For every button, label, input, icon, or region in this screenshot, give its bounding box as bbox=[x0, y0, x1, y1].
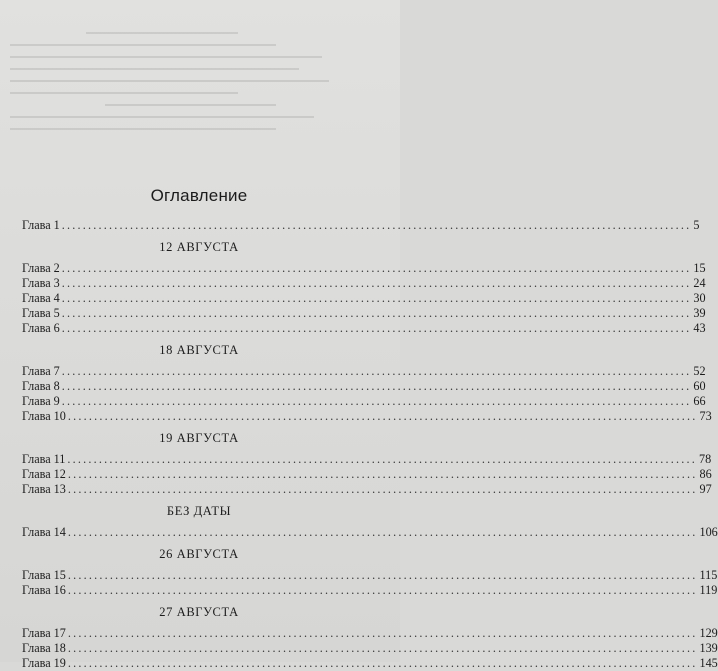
table-of-contents bbox=[22, 186, 718, 671]
toc-entry bbox=[22, 379, 706, 394]
page-number: 139 bbox=[699, 641, 718, 655]
dot-leader: ........................................................................................................................ bbox=[61, 291, 692, 305]
toc-entry bbox=[22, 364, 706, 379]
page-number: 119 bbox=[699, 583, 718, 597]
toc-entry bbox=[22, 641, 718, 656]
page-number: 129 bbox=[699, 626, 718, 640]
dot-leader: ........................................................................................................................ bbox=[61, 379, 692, 393]
chapter-label: Глава 12 bbox=[22, 467, 66, 481]
toc-entry bbox=[22, 218, 700, 233]
toc-entry bbox=[22, 291, 706, 306]
dot-leader: ........................................................................................................................ bbox=[61, 306, 692, 320]
page-number: 106 bbox=[699, 525, 718, 539]
chapter-label: Глава 1 bbox=[22, 218, 60, 232]
toc-entry bbox=[22, 261, 706, 276]
page-number: 97 bbox=[699, 482, 712, 496]
section-heading: 18 АВГУСТА bbox=[159, 343, 239, 357]
section-heading: БЕЗ ДАТЫ bbox=[166, 504, 232, 518]
page-number: 73 bbox=[699, 409, 712, 423]
chapter-label: Глава 16 bbox=[22, 583, 66, 597]
toc-entry bbox=[22, 306, 706, 321]
chapter-label: Глава 4 bbox=[22, 291, 60, 305]
toc-entry bbox=[22, 568, 718, 583]
page-number: 24 bbox=[693, 276, 706, 290]
toc-entry bbox=[22, 467, 712, 482]
section-heading: 27 АВГУСТА bbox=[159, 605, 239, 619]
chapter-label: Глава 11 bbox=[22, 452, 66, 466]
section-heading: 26 АВГУСТА bbox=[159, 547, 239, 561]
dot-leader: ........................................................................................................................ bbox=[67, 452, 698, 466]
toc-entry bbox=[22, 409, 712, 424]
dot-leader: ........................................................................................................................ bbox=[67, 525, 698, 539]
toc-entry bbox=[22, 452, 712, 467]
toc-entry bbox=[22, 525, 718, 540]
page-number: 78 bbox=[699, 452, 712, 466]
toc-entry bbox=[22, 321, 706, 336]
dot-leader: ........................................................................................................................ bbox=[67, 409, 698, 423]
dot-leader: ........................................................................................................................ bbox=[67, 656, 698, 670]
dot-leader: ........................................................................................................................ bbox=[61, 364, 692, 378]
toc-section bbox=[22, 343, 712, 424]
toc-entry bbox=[22, 482, 712, 497]
toc-section bbox=[22, 504, 718, 540]
chapter-label: Глава 17 bbox=[22, 626, 66, 640]
page-number: 15 bbox=[693, 261, 706, 275]
dot-leader: ........................................................................................................................ bbox=[67, 467, 698, 481]
toc-section bbox=[22, 605, 718, 671]
page-number: 145 bbox=[699, 656, 718, 670]
toc-entry bbox=[22, 276, 706, 291]
dot-leader: ........................................................................................................................ bbox=[67, 568, 698, 582]
toc-section bbox=[22, 218, 700, 233]
toc-section bbox=[22, 431, 712, 497]
chapter-label: Глава 7 bbox=[22, 364, 60, 378]
toc-entry bbox=[22, 583, 718, 598]
chapter-label: Глава 3 bbox=[22, 276, 60, 290]
toc-sections bbox=[22, 218, 718, 671]
page-number: 115 bbox=[699, 568, 718, 582]
toc-entry bbox=[22, 656, 718, 671]
chapter-label: Глава 5 bbox=[22, 306, 60, 320]
chapter-label: Глава 8 bbox=[22, 379, 60, 393]
page-number: 66 bbox=[693, 394, 706, 408]
page-number: 39 bbox=[693, 306, 706, 320]
chapter-label: Глава 9 bbox=[22, 394, 60, 408]
toc-entry bbox=[22, 626, 718, 641]
show-through-text bbox=[10, 22, 390, 182]
chapter-label: Глава 2 bbox=[22, 261, 60, 275]
page-number: 52 bbox=[693, 364, 706, 378]
section-heading: 12 АВГУСТА bbox=[159, 240, 239, 254]
dot-leader: ........................................................................................................................ bbox=[61, 394, 692, 408]
page-number: 5 bbox=[693, 218, 700, 232]
dot-leader: ........................................................................................................................ bbox=[67, 482, 698, 496]
chapter-label: Глава 15 bbox=[22, 568, 66, 582]
toc-title: Оглавление bbox=[150, 186, 248, 205]
chapter-label: Глава 18 bbox=[22, 641, 66, 655]
toc-section bbox=[22, 240, 706, 336]
dot-leader: ........................................................................................................................ bbox=[61, 218, 692, 232]
dot-leader: ........................................................................................................................ bbox=[61, 321, 692, 335]
dot-leader: ........................................................................................................................ bbox=[67, 641, 698, 655]
section-heading: 19 АВГУСТА bbox=[159, 431, 239, 445]
page-number: 60 bbox=[693, 379, 706, 393]
chapter-label: Глава 19 bbox=[22, 656, 66, 670]
chapter-label: Глава 6 bbox=[22, 321, 60, 335]
page-number: 30 bbox=[693, 291, 706, 305]
chapter-label: Глава 13 bbox=[22, 482, 66, 496]
chapter-label: Глава 10 bbox=[22, 409, 66, 423]
page-number: 43 bbox=[693, 321, 706, 335]
page-number: 86 bbox=[699, 467, 712, 481]
dot-leader: ........................................................................................................................ bbox=[61, 276, 692, 290]
dot-leader: ........................................................................................................................ bbox=[61, 261, 692, 275]
toc-entry bbox=[22, 394, 706, 409]
chapter-label: Глава 14 bbox=[22, 525, 66, 539]
dot-leader: ........................................................................................................................ bbox=[67, 626, 698, 640]
toc-section bbox=[22, 547, 718, 598]
dot-leader: ........................................................................................................................ bbox=[67, 583, 698, 597]
